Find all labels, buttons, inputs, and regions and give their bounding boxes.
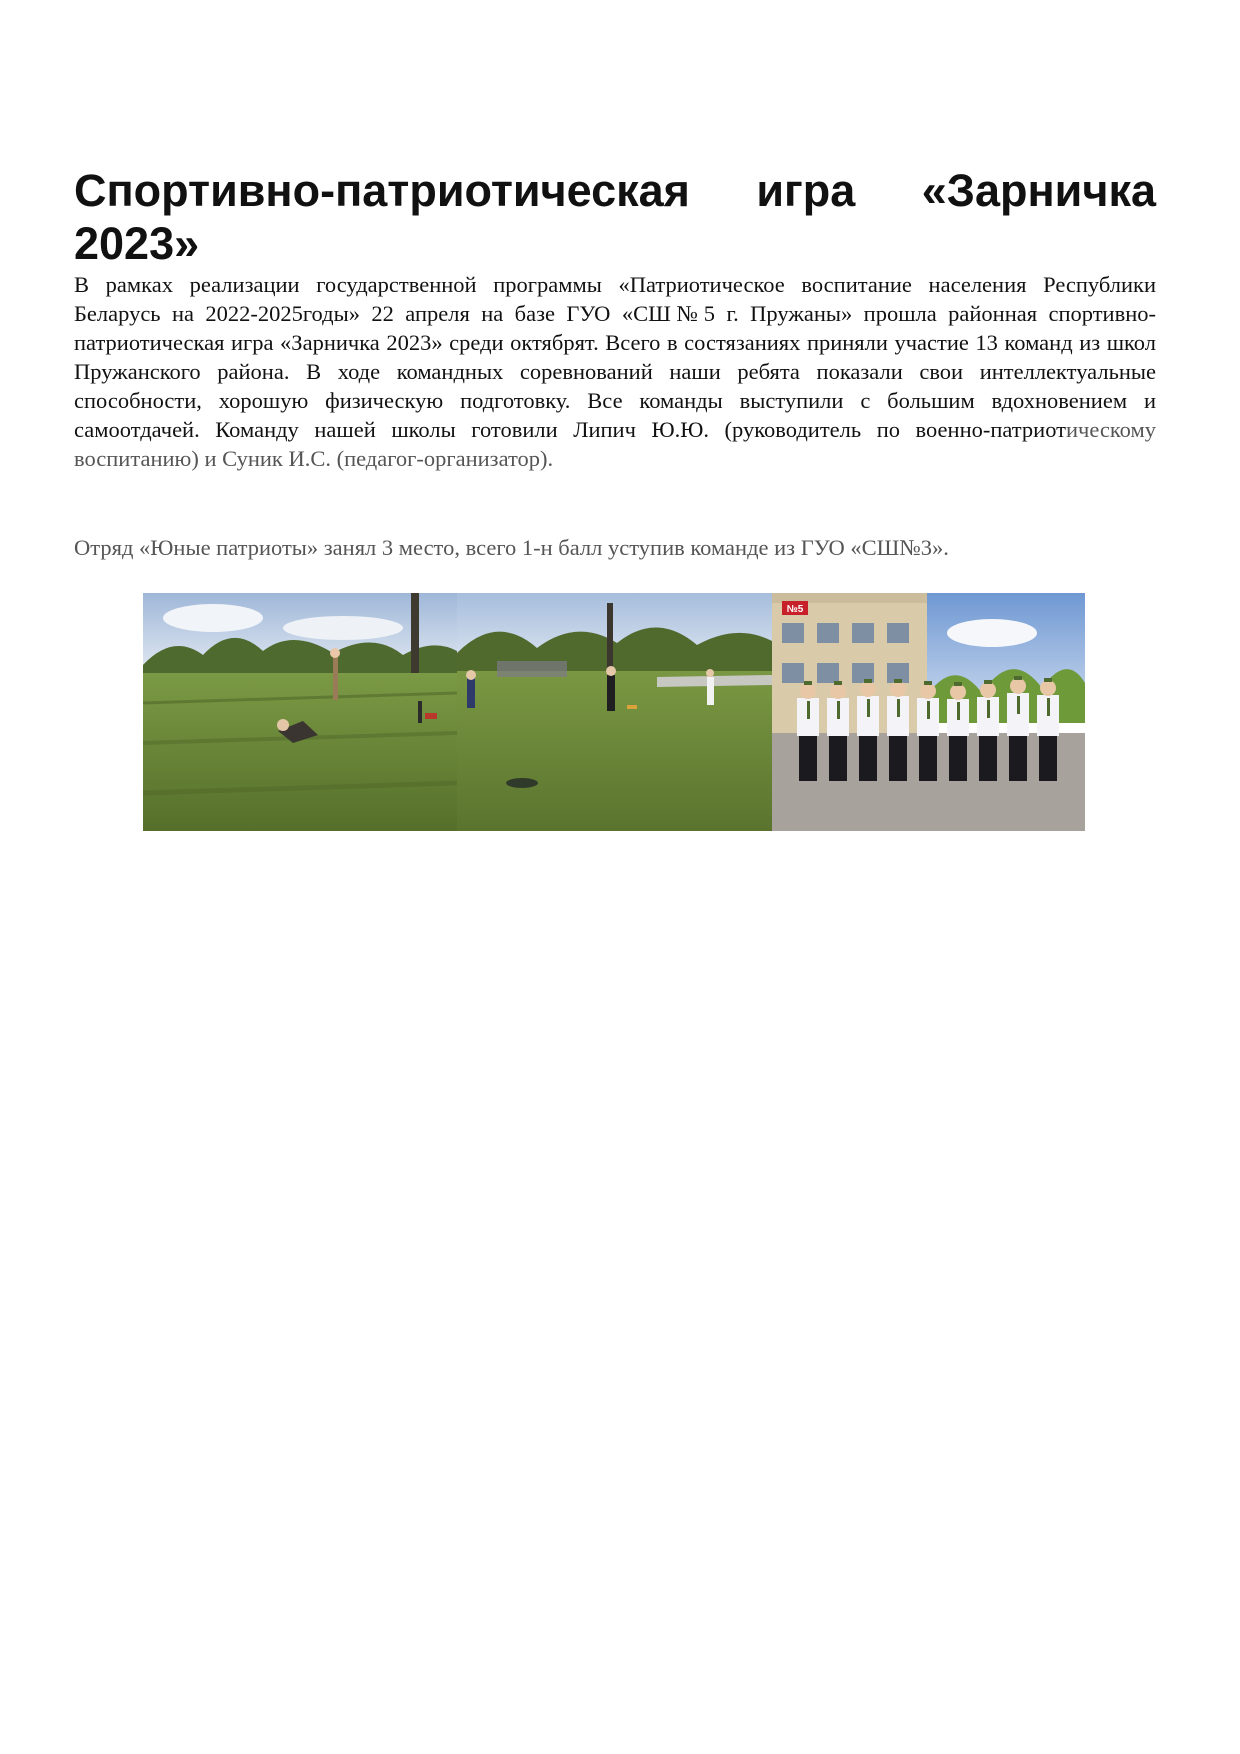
article-body-faded: ическому воспитанию) и Суник И.С. (педагог-организатор).	[74, 417, 1156, 471]
team-group-photo	[772, 593, 1085, 831]
article-body-main: В рамках реализации государственной программы «Патриотическое воспитание населения Республики Беларусь на 2022-2025годы» 22 апреля на базе ГУО «СШ№5 г. Пружаны» прошла районная спортивно-патриотическая игра «Зарничка 2023» среди октябрят. Всего в состязаниях приняли участие 13 команд из школ Пружанского района. В ходе командных соревнований наши ребята показали свои интеллектуальные способности, хорошую физическую подготовку. Все команды выступили с большим вдохновением и самоотдачей. Команду нашей школы готовили Липич Ю.Ю. (руководитель по военно-патриот	[74, 272, 1156, 442]
school-sign: №5	[786, 604, 804, 615]
page-title: Спортивно-патриотическая игра «Зарничка 2023»	[74, 165, 1156, 269]
result-paragraph: Отряд «Юные патриоты» занял 3 место, всего 1-н балл уступив команде из ГУО «СШ№3».	[74, 535, 949, 560]
field-crawling-photo	[143, 593, 457, 831]
article-body	[74, 270, 1156, 473]
field-running-photo	[457, 593, 772, 831]
photo-gallery	[143, 593, 1085, 831]
